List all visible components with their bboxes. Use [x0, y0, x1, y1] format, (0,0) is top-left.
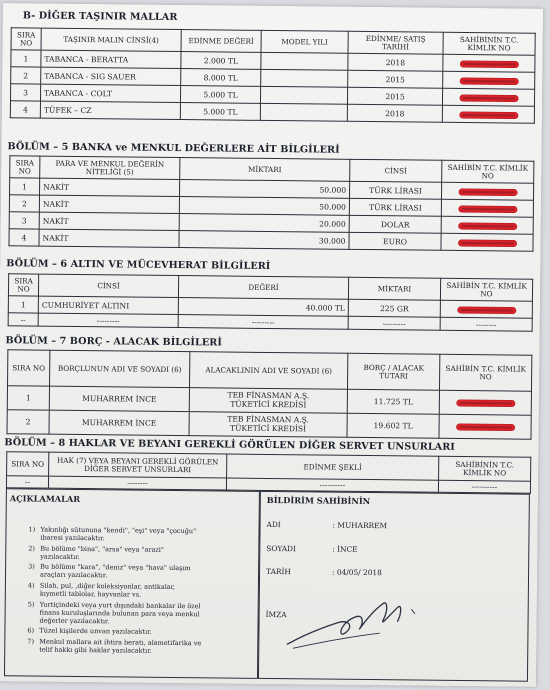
right-name: -------- — [48, 476, 226, 490]
redaction-mark — [460, 77, 518, 84]
list-item: 4) Silah, pul, ,diğer koleksiyonlar, antikalar, kıymetli tablolar, hayvanlar vs. — [27, 581, 176, 599]
row-no: 3 — [9, 212, 39, 229]
row-no: 2 — [11, 67, 41, 84]
asset-currency: TÜRK LİRASI — [349, 198, 441, 216]
creditor-detail: TÜKETİCİ KREDİSİ — [229, 423, 307, 433]
col-header: CİNSİ — [38, 274, 178, 297]
list-item: 5) Yurtiçindeki veya yurt dışındaki bankalar ile özel finans kuruluşlarında bulunan para veya menkul değerler yazılacaktır. — [27, 600, 201, 626]
item-value: 5.000 TL — [180, 103, 260, 121]
row-no: -- — [6, 476, 48, 488]
explanations-box — [4, 488, 260, 679]
col-header: SAHİBİNİN T.C. KİMLİK NO — [443, 32, 535, 55]
list-item: 6) Tüzel kişilerde unvan yazılacaktır. — [27, 626, 152, 637]
redaction-mark — [459, 188, 517, 195]
col-header: SIRA NO — [8, 274, 38, 296]
section-b-title: B- DİĞER TAŞINIR MALLAR — [22, 10, 178, 23]
date-label: TARİH — [266, 566, 291, 577]
item-date: 2018 — [348, 53, 443, 71]
tc-cell — [443, 71, 535, 89]
tc-cell — [441, 216, 533, 234]
col-header: EDİNME ŞEKLİ — [227, 454, 439, 480]
table-row — [7, 410, 531, 439]
col-header: BORÇ / ALACAK TUTARI — [347, 353, 439, 390]
section-5-title: BÖLÜM – 5 BANKA ve MENKUL DEĞERLERE AİT BİLGİLERİ — [7, 141, 340, 156]
section-7-title: BÖLÜM – 7 BORÇ - ALACAK BİLGİLERİ — [5, 335, 223, 349]
surname-value: : İNCE — [332, 544, 358, 554]
item-name: TÜFEK – CZ — [40, 101, 180, 119]
tc-cell — [441, 182, 533, 200]
gold-type: --------- — [38, 313, 178, 327]
item-model — [260, 86, 347, 104]
col-header: SIRA NO — [8, 350, 50, 386]
debt-amount: 11.725 TL — [347, 389, 439, 414]
tc-cell — [441, 199, 533, 217]
row-no: 1 — [11, 50, 41, 67]
debtor-name: MUHARREM İNCE — [49, 386, 189, 411]
asset-type: NAKİT — [39, 212, 179, 230]
col-header: EDİNME DEĞERİ — [181, 30, 261, 53]
declarant-surname-row — [266, 544, 357, 554]
item-date: 2015 — [347, 87, 442, 105]
creditor-name: TEB FİNASMAN A.Ş. — [227, 414, 310, 425]
tc-cell — [440, 300, 532, 318]
item-model — [261, 52, 348, 70]
list-item: 1) Yakınlığı sütununa "kendi", "eşi" veya "çocuğu" ibaresi yazılacaktır. — [28, 525, 197, 543]
row-no: 3 — [10, 84, 40, 101]
col-header: SAHİBİN T.C. KİMLİK NO — [439, 354, 531, 391]
col-header: MİKTARI — [348, 277, 440, 300]
debt-amount: 19.602 TL — [347, 413, 439, 438]
asset-amount: 50.000 — [179, 180, 349, 199]
date-value: : 04/05/ 2018 — [332, 567, 382, 578]
row-no: 1 — [8, 296, 38, 313]
col-header: ALACAKLININ ADI VE SOYADI (6) — [189, 352, 347, 390]
asset-currency: TÜRK LİRASI — [349, 181, 441, 199]
creditor-name: TEB FİNASMAN A.Ş. — [227, 390, 310, 401]
row-no: 4 — [9, 229, 39, 246]
row-no: 1 — [7, 386, 49, 410]
tc-cell — [439, 390, 531, 415]
redaction-mark — [459, 111, 517, 118]
col-header: CİNSİ — [350, 159, 442, 182]
item-name: TABANCA - SIG SAUER — [41, 67, 181, 85]
item-model — [260, 103, 347, 121]
declarant-date-row — [266, 567, 382, 577]
gold-value: --------- — [178, 315, 348, 330]
gold-jewelry-table — [8, 273, 534, 331]
list-item: 2) Bu bölüme "bina", "arsa" veya "arazi" yazılacaktır. — [28, 544, 164, 561]
asset-amount: 20.000 — [179, 214, 349, 233]
tc-cell — [441, 233, 533, 251]
declarant-name-row — [267, 520, 388, 530]
row-no: 2 — [9, 195, 39, 212]
name-value: : MUHARREM — [332, 520, 388, 531]
col-header: SIRA NO — [7, 452, 49, 476]
other-movables-table — [10, 27, 536, 123]
declarant-title: BİLDİRİM SAHİBİNİN — [266, 494, 371, 507]
asset-currency: DOLAR — [349, 215, 441, 233]
bank-securities-table — [8, 155, 534, 251]
item-value: 5.000 TL — [180, 86, 260, 104]
row-no: 2 — [7, 410, 49, 434]
asset-type: NAKİT — [40, 178, 180, 196]
declaration-form-page — [0, 3, 543, 687]
tc-cell — [442, 105, 534, 123]
gold-amount: --------- — [348, 316, 440, 330]
name-label: ADI — [266, 519, 281, 530]
redaction-mark — [460, 60, 518, 67]
redaction-mark — [457, 306, 515, 313]
asset-currency: EURO — [349, 232, 441, 250]
col-header: PARA VE MENKUL DEĞERİN NİTELİĞİ (5) — [40, 156, 180, 179]
gold-value: 40.000 TL — [178, 298, 348, 317]
debtor-name: MUHARREM İNCE — [49, 410, 189, 435]
debt-credit-table — [7, 349, 533, 439]
row-no: 4 — [10, 101, 40, 118]
col-header: SIRA NO — [11, 28, 41, 50]
declarant-box — [258, 491, 530, 682]
col-header: BORÇLUNUN ADI VE SOYADI (6) — [50, 350, 190, 387]
item-name: TABANCA - BERATTA — [41, 50, 181, 68]
col-header: SIRA NO — [10, 156, 40, 178]
item-value: 2.000 TL — [181, 52, 261, 70]
explanations-title: AÇIKLAMALAR — [9, 493, 81, 505]
section-6-title: BÖLÜM – 6 ALTIN VE MÜCEVHERAT BİLGİLERİ — [6, 258, 271, 272]
creditor-detail: TÜKETİCİ KREDİSİ — [230, 399, 307, 409]
tc-cell: -------- — [440, 317, 532, 331]
item-model — [261, 69, 348, 87]
col-header: SAHİBİN T.C. KİMLİK NO — [442, 160, 534, 183]
redaction-mark — [460, 94, 518, 101]
row-no: -- — [8, 313, 38, 326]
list-item: 3) Bu bölüme "kara", "deniz" veya "hava" ulaşım araçları yazılacaktır. — [28, 562, 191, 580]
item-date: 2018 — [347, 104, 442, 122]
list-item: 7) Menkul mallara ait ihtira beratı, alametifarika ve telif hakkı gibi haklar yazılacaktır. — [27, 637, 202, 655]
tc-cell — [442, 88, 534, 106]
signature-image — [279, 592, 430, 656]
section-8-title: BÖLÜM – 8 HAKLAR VE BEYANI GEREKLİ GÖRÜLEN DİĞER SERVET UNSURLARI — [4, 437, 455, 453]
redaction-mark — [456, 400, 514, 407]
col-header: SAHİBİN T.C. KİMLİK NO — [440, 278, 532, 301]
col-header: TAŞINIR MALIN CİNSİ(4) — [41, 28, 181, 51]
col-header: HAK (7) VEYA BEYANI GEREKLİ GÖRÜLEN DİĞER SERVET UNSURLARI — [49, 452, 227, 478]
asset-type: NAKİT — [39, 195, 179, 213]
signature-label: İMZA — [265, 609, 287, 620]
gold-type: CUMHURİYET ALTINI — [38, 296, 178, 314]
asset-amount: 50.000 — [179, 197, 349, 216]
redaction-mark — [456, 424, 514, 431]
redaction-mark — [458, 222, 516, 229]
gold-amount: 225 GR — [348, 299, 440, 317]
asset-type: NAKİT — [39, 229, 179, 247]
item-value: 8.000 TL — [181, 69, 261, 87]
item-name: TABANCA - COLT — [40, 84, 180, 102]
col-header: DEĞERİ — [178, 276, 348, 300]
col-header: SAHİBİNİN T.C. KİMLİK NO — [439, 456, 531, 481]
col-header: EDİNME/ SATIŞ TARİHİ — [348, 31, 443, 54]
asset-amount: 30.000 — [179, 231, 349, 250]
col-header: MODEL YILI — [261, 30, 348, 53]
surname-label: SOYADI — [266, 543, 296, 554]
item-date: 2015 — [348, 70, 443, 88]
tc-cell — [443, 54, 535, 72]
explanations-list — [27, 525, 258, 658]
row-no: 1 — [10, 178, 40, 195]
redaction-mark — [458, 205, 516, 212]
creditor-cell — [189, 388, 347, 414]
col-header: MİKTARI — [180, 158, 350, 182]
tc-cell: ---------- — [438, 480, 530, 493]
redaction-mark — [458, 239, 516, 246]
creditor-cell — [189, 412, 347, 438]
right-method: ---------- — [226, 478, 438, 492]
rights-table — [6, 451, 531, 493]
tc-cell — [439, 414, 531, 439]
